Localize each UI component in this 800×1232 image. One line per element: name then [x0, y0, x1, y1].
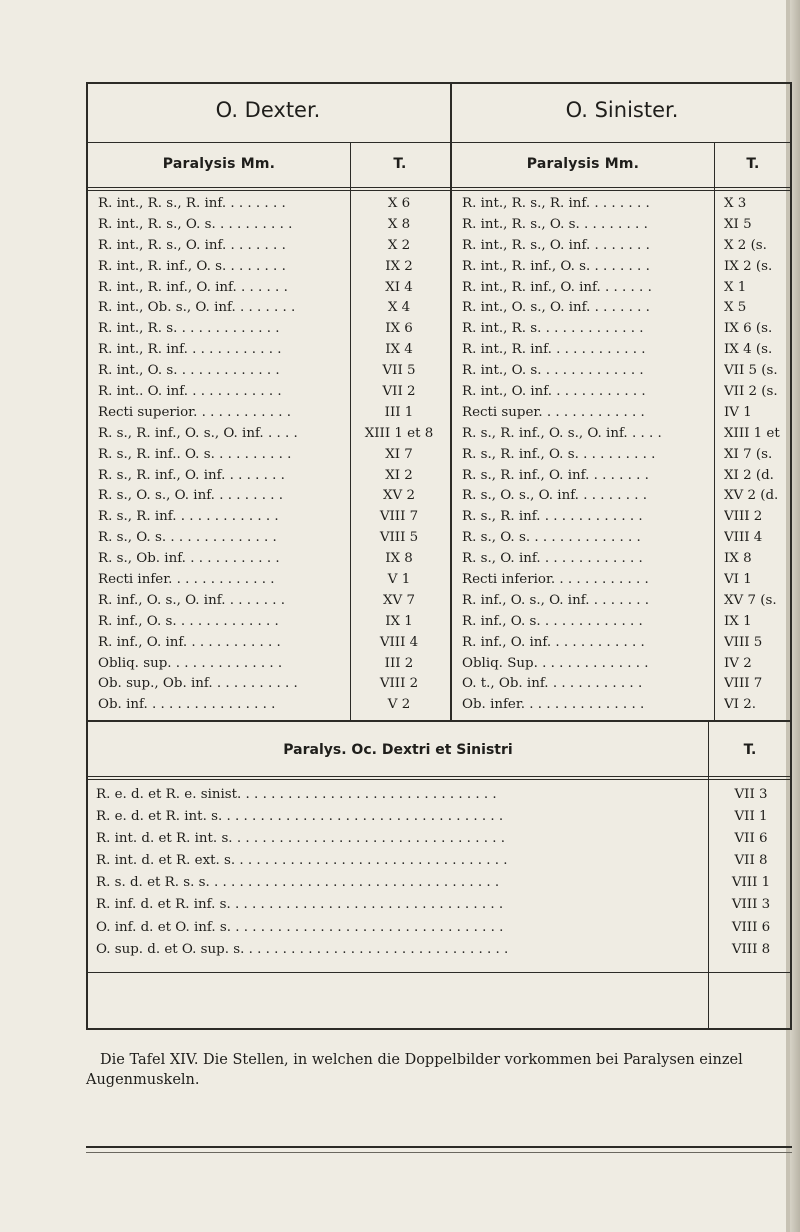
- table-row-label: R. e. d. et R. e. sinist. . . . . . . . . . . . . . . . . . . . . . . . . . . . . . .: [96, 787, 497, 802]
- table-row-label: R. int., R. s., R. inf. . . . . . . .: [98, 196, 286, 211]
- table-row-value: IV 2: [724, 655, 752, 671]
- right-t-header: T.: [746, 156, 760, 172]
- table-row-value: VII 5 (s.: [724, 363, 778, 379]
- table-row-label: R. s., O. inf. . . . . . . . . . . . .: [462, 551, 643, 567]
- table-row-value: VIII 3: [731, 897, 771, 913]
- lower-bottom-rule: [88, 972, 790, 973]
- right-value-divider: [714, 142, 715, 722]
- table-row-label: R. int., O. s. . . . . . . . . . . . .: [462, 363, 644, 379]
- table-row-label: R. s., O. s., O. inf. . . . . . . . .: [462, 488, 648, 504]
- table-row-label: R. e. d. et R. int. s. . . . . . . . . . . . . . . . . . . . . . . . . . . . . . . . . .: [96, 809, 504, 825]
- table-row-value: XV 7 (s.: [724, 592, 777, 608]
- table-row-value: VII 2: [382, 384, 416, 400]
- table-row-label: R. inf., O. inf. . . . . . . . . . . .: [98, 634, 281, 650]
- table-row-value: XI 7: [385, 446, 413, 462]
- caption-line-2: Augenmuskeln.: [86, 1072, 200, 1088]
- caption-line-1: Die Tafel XIV. Die Stellen, in welchen die Doppelbilder vorkommen bei Paralysen einzel: [100, 1052, 743, 1068]
- table-row-value: V 2: [387, 697, 411, 713]
- table-row-value: V 1: [387, 572, 411, 588]
- table-row-value: XIII 1 et 8: [364, 425, 434, 441]
- table-row-label: O. t., Ob. inf. . . . . . . . . . . .: [462, 676, 643, 692]
- table-row-label: R. int., R. s. . . . . . . . . . . . .: [98, 321, 280, 337]
- table-row-value: X 5: [724, 300, 747, 316]
- table-row-label: R. s., O. s., O. inf. . . . . . . . .: [98, 488, 284, 504]
- table-row-label: Recti super. . . . . . . . . . . . .: [462, 404, 645, 420]
- table-row-label: R. s., R. inf. . . . . . . . . . . . .: [98, 509, 279, 525]
- table-row-label: R. s., R. inf., O. inf. . . . . . . .: [98, 467, 285, 483]
- table-row-label: O. inf. d. et O. inf. s. . . . . . . . . . . . . . . . . . . . . . . . . . . . . . . . .: [96, 919, 504, 935]
- table-row-label: R. inf., O. inf. . . . . . . . . . . .: [462, 634, 645, 650]
- table-row-label: R. int., R. s., O. s. . . . . . . . . .: [98, 216, 293, 232]
- table-row-label: R. s., O. s. . . . . . . . . . . . . .: [98, 530, 277, 546]
- table-row-value: IX 8: [724, 551, 752, 567]
- table-row-value: XI 2: [385, 467, 413, 483]
- table-row-label: R. int., R. inf., O. s. . . . . . . .: [462, 258, 650, 274]
- table-row-value: VIII 7: [379, 509, 419, 525]
- table-row-label: R. int., R. s., O. inf. . . . . . . .: [98, 237, 286, 253]
- bottom-rule: [86, 1146, 792, 1148]
- table-row-value: IX 4 (s.: [724, 342, 773, 358]
- table-row-label: R. int., R. s., O. s. . . . . . . . .: [462, 216, 648, 232]
- table-row-value: X 2: [387, 237, 411, 253]
- table-row-label: R. inf., O. s., O. inf. . . . . . . .: [98, 592, 286, 608]
- table-row-value: XV 2: [383, 488, 415, 504]
- table-row-value: XI 7 (s.: [724, 446, 773, 462]
- table-row-value: IV 1: [724, 404, 752, 420]
- table-row-label: R. int., R. inf. . . . . . . . . . . .: [98, 342, 282, 358]
- table-row-value: IX 6: [385, 321, 413, 337]
- table-row-label: Ob. sup., Ob. inf. . . . . . . . . . .: [98, 676, 298, 692]
- bottom-rule-thin: [86, 1152, 792, 1153]
- table-row-value: XI 2 (d.: [724, 467, 774, 483]
- table-row-label: Obliq. sup. . . . . . . . . . . . . .: [98, 655, 283, 671]
- table-row-label: R. s., R. inf.. O. s. . . . . . . . . .: [98, 446, 292, 462]
- right-value-column: [718, 194, 792, 716]
- left-value-column: [354, 194, 444, 716]
- header-rule-bottom: [88, 190, 790, 191]
- upper-table: [86, 82, 792, 722]
- left-eye-title: O. Dexter.: [215, 98, 321, 122]
- title-rule: [88, 142, 790, 143]
- table-row-label: R. int., R. inf. . . . . . . . . . . .: [462, 342, 646, 358]
- left-label-column: [98, 194, 346, 716]
- left-value-divider: [350, 142, 351, 722]
- table-row-label: R. inf., O. s., O. inf. . . . . . . .: [462, 592, 650, 608]
- lower-header-rule-bottom: [88, 779, 790, 780]
- table-row-label: R. int., R. inf., O. s. . . . . . . .: [98, 258, 286, 274]
- table-row-label: R. inf., O. s. . . . . . . . . . . . .: [98, 613, 279, 629]
- table-row-value: X 3: [724, 196, 747, 211]
- table-row-label: O. sup. d. et O. sup. s. . . . . . . . . . . . . . . . . . . . . . . . . . . . . . . .: [96, 941, 509, 957]
- lower-t-header: T.: [743, 742, 757, 758]
- table-row-label: R. inf. d. et R. inf. s. . . . . . . . . . . . . . . . . . . . . . . . . . . . . . . . .: [96, 897, 504, 913]
- lower-value-divider: [708, 722, 709, 1028]
- table-row-value: IX 6 (s.: [724, 321, 773, 337]
- table-row-value: IX 4: [385, 342, 413, 358]
- table-row-label: Ob. infer. . . . . . . . . . . . . . .: [462, 697, 645, 713]
- table-row-label: R. int., R. s., R. inf. . . . . . . .: [462, 196, 650, 211]
- table-row-value: VII 6: [734, 831, 768, 847]
- table-row-label: R. int.. O. inf. . . . . . . . . . . .: [98, 384, 282, 400]
- table-row-value: VII 8: [734, 853, 768, 869]
- table-row-value: XIII 1 et: [724, 425, 780, 441]
- table-row-value: IX 2: [385, 258, 413, 274]
- table-row-label: R. int. d. et R. ext. s. . . . . . . . . . . . . . . . . . . . . . . . . . . . . . . . .: [96, 853, 508, 869]
- lower-value-column: [712, 784, 790, 961]
- table-row-label: Obliq. Sup. . . . . . . . . . . . . .: [462, 655, 649, 671]
- table-row-value: VIII 4: [724, 530, 763, 546]
- table-row-label: R. inf., O. s. . . . . . . . . . . . .: [462, 613, 643, 629]
- table-row-label: R. int. d. et R. int. s. . . . . . . . . . . . . . . . . . . . . . . . . . . . . . . . .: [96, 831, 505, 847]
- lower-header-rule-top: [88, 776, 790, 777]
- right-label-column: [462, 194, 710, 716]
- table-row-label: R. s., R. inf. . . . . . . . . . . . .: [462, 509, 643, 525]
- table-row-value: III 1: [384, 404, 414, 420]
- table-row-value: VIII 7: [724, 676, 763, 692]
- table-row-label: R. s. d. et R. s. s. . . . . . . . . . . . . . . . . . . . . . . . . . . . . . . . . . .: [96, 875, 500, 891]
- table-row-value: III 2: [384, 655, 414, 671]
- table-row-label: R. s., R. inf., O. s., O. inf. . . . .: [98, 425, 298, 441]
- table-row-value: VIII 8: [731, 941, 771, 957]
- lower-label-column: [96, 784, 702, 961]
- caption: [86, 1050, 790, 1090]
- table-row-label: R. int., O. s. . . . . . . . . . . . .: [98, 363, 280, 379]
- table-row-label: R. s., Ob. inf. . . . . . . . . . . .: [98, 551, 280, 567]
- table-row-value: X 1: [724, 279, 747, 295]
- table-row-value: IX 1: [724, 613, 752, 629]
- table-row-value: VIII 1: [731, 875, 771, 891]
- table-row-label: R. s., O. s. . . . . . . . . . . . . .: [462, 530, 641, 546]
- table-row-value: VIII 5: [379, 530, 419, 546]
- lower-paralysis-header: Paralys. Oc. Dextri et Sinistri: [283, 742, 513, 758]
- table-row-value: XI 5: [724, 216, 752, 232]
- table-row-label: Ob. inf. . . . . . . . . . . . . . . .: [98, 697, 276, 713]
- table-row-value: IX 2 (s.: [724, 258, 773, 274]
- table-row-label: R. s., R. inf., O. s., O. inf. . . . .: [462, 425, 662, 441]
- table-row-label: R. s., R. inf., O. inf. . . . . . . .: [462, 467, 649, 483]
- right-eye-title: O. Sinister.: [565, 98, 679, 122]
- table-row-label: Recti superior. . . . . . . . . . . .: [98, 404, 291, 420]
- left-t-header: T.: [393, 156, 407, 172]
- table-row-label: R. int., R. inf., O. inf. . . . . . .: [462, 279, 652, 295]
- right-paralysis-header: Paralysis Mm.: [526, 156, 640, 172]
- table-row-label: R. int., R. inf., O. inf. . . . . . .: [98, 279, 288, 295]
- table-row-value: VII 3: [734, 787, 768, 802]
- table-row-value: VIII 2: [379, 676, 419, 692]
- table-row-label: R. int., O. inf. . . . . . . . . . . .: [462, 384, 646, 400]
- table-row-value: XV 7: [383, 592, 415, 608]
- table-row-value: VI 1: [724, 572, 752, 588]
- table-row-value: VIII 2: [724, 509, 763, 525]
- table-row-value: VII 1: [734, 809, 768, 825]
- table-row-label: R. int., R. s. . . . . . . . . . . . .: [462, 321, 644, 337]
- table-row-value: VII 5: [382, 363, 416, 379]
- table-row-value: VIII 4: [379, 634, 419, 650]
- table-row-value: XV 2 (d.: [724, 488, 779, 504]
- table-row-value: IX 8: [385, 551, 413, 567]
- table-row-label: R. int., R. s., O. inf. . . . . . . .: [462, 237, 650, 253]
- table-row-value: X 4: [387, 300, 411, 316]
- table-row-value: VIII 6: [731, 919, 771, 935]
- left-paralysis-header: Paralysis Mm.: [162, 156, 276, 172]
- table-row-label: Recti inferior. . . . . . . . . . . .: [462, 572, 649, 588]
- header-rule-top: [88, 187, 790, 188]
- center-divider: [450, 84, 452, 720]
- table-row-label: Recti infer. . . . . . . . . . . . .: [98, 572, 275, 588]
- table-row-label: R. int., Ob. s., O. inf. . . . . . . .: [98, 300, 296, 316]
- table-row-value: X 2 (s.: [724, 237, 767, 253]
- table-row-value: VI 2.: [724, 697, 756, 713]
- lower-table: [86, 722, 792, 1030]
- table-row-value: IX 1: [385, 613, 413, 629]
- table-row-label: R. s., R. inf., O. s. . . . . . . . . .: [462, 446, 656, 462]
- table-row-value: VII 2 (s.: [724, 384, 778, 400]
- table-row-label: R. int., O. s., O. inf. . . . . . . .: [462, 300, 650, 316]
- table-row-value: XI 4: [385, 279, 413, 295]
- table-row-value: X 8: [387, 216, 411, 232]
- table-row-value: X 6: [387, 196, 411, 211]
- table-row-value: VIII 5: [724, 634, 763, 650]
